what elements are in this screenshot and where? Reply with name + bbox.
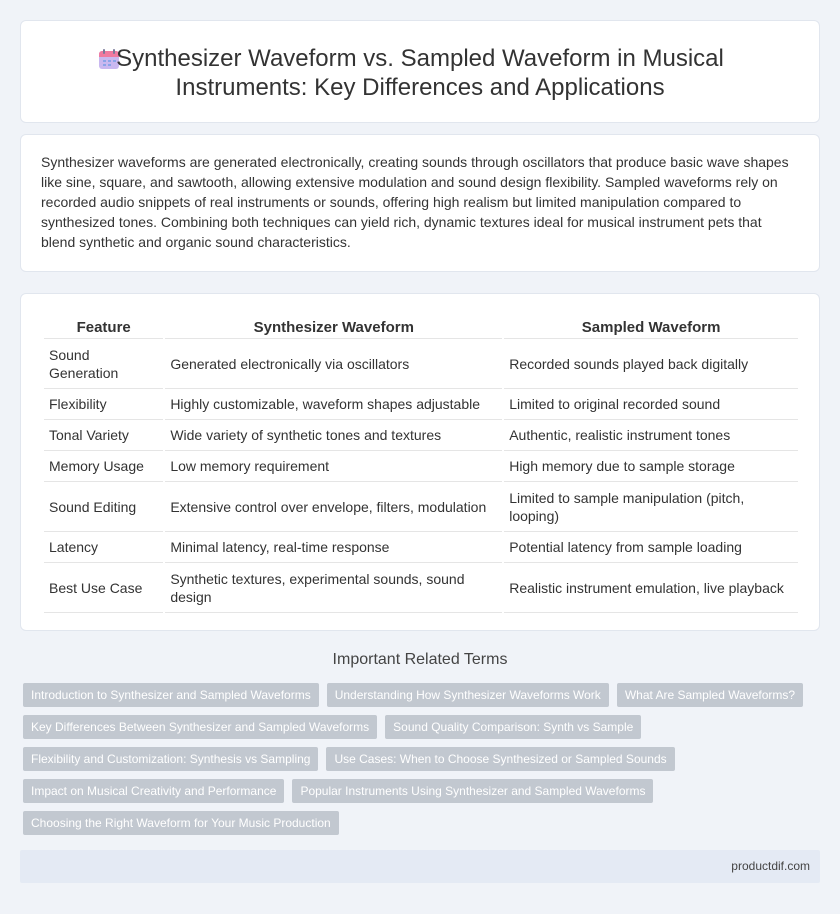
table-row: [44, 482, 798, 532]
cell-sampled: Potential latency from sample loading: [504, 532, 798, 563]
comparison-card: [20, 293, 820, 631]
table-row: [44, 532, 798, 563]
cell-synthesizer: Low memory requirement: [165, 451, 502, 482]
cell-synthesizer: Extensive control over envelope, filters, modulation: [165, 482, 502, 532]
cell-sampled: Recorded sounds played back digitally: [504, 339, 798, 389]
cell-feature: Latency: [44, 532, 163, 563]
related-term-link[interactable]: Impact on Musical Creativity and Performance: [23, 779, 284, 803]
cell-feature: Sound Editing: [44, 482, 163, 532]
table-header-row: [44, 316, 798, 339]
table-row: [44, 339, 798, 389]
related-term-link[interactable]: Sound Quality Comparison: Synth vs Sample: [385, 715, 641, 739]
related-term-link[interactable]: Popular Instruments Using Synthesizer and Sampled Waveforms: [292, 779, 653, 803]
cell-feature: Sound Generation: [44, 339, 163, 389]
related-term-link[interactable]: Introduction to Synthesizer and Sampled Waveforms: [23, 683, 319, 707]
table-row: [44, 389, 798, 420]
header-feature: Feature: [44, 316, 163, 339]
related-term-link[interactable]: Key Differences Between Synthesizer and Sampled Waveforms: [23, 715, 377, 739]
table-row: [44, 451, 798, 482]
related-term-link[interactable]: Use Cases: When to Choose Synthesized or Sampled Sounds: [326, 747, 674, 771]
cell-sampled: High memory due to sample storage: [504, 451, 798, 482]
cell-synthesizer: Minimal latency, real-time response: [165, 532, 502, 563]
cell-feature: Best Use Case: [44, 563, 163, 613]
header-synthesizer: Synthesizer Waveform: [165, 316, 502, 339]
footer: [20, 850, 820, 883]
cell-synthesizer: Synthetic textures, experimental sounds, sound design: [165, 563, 502, 613]
intro-paragraph: Synthesizer waveforms are generated electronically, creating sounds through oscillators that produce basic wave shapes like sine, square, and sawtooth, allowing extensive modulation and sound design flexibility. Sampled waveforms rely on recorded audio snippets of real instruments or sounds, offering high realism but limited manipulation compared to synthesized tones. Combining both techniques can yield rich, dynamic textures ideal for musical instrument pets that blend synthetic and organic sound characteristics.: [41, 154, 789, 250]
related-terms-list: [23, 683, 819, 843]
related-term-link[interactable]: Flexibility and Customization: Synthesis vs Sampling: [23, 747, 318, 771]
related-term-link[interactable]: Choosing the Right Waveform for Your Music Production: [23, 811, 339, 835]
related-terms-heading: Important Related Terms: [332, 651, 508, 668]
related-term-link[interactable]: Understanding How Synthesizer Waveforms Work: [327, 683, 609, 707]
cell-synthesizer: Highly customizable, waveform shapes adjustable: [165, 389, 502, 420]
comparison-table: [42, 316, 800, 613]
cell-synthesizer: Wide variety of synthetic tones and textures: [165, 420, 502, 451]
site-name[interactable]: productdif.com: [731, 859, 810, 873]
cell-sampled: Limited to sample manipulation (pitch, looping): [504, 482, 798, 532]
related-term-link[interactable]: What Are Sampled Waveforms?: [617, 683, 803, 707]
cell-sampled: Authentic, realistic instrument tones: [504, 420, 798, 451]
intro-card: [20, 134, 820, 272]
table-row: [44, 420, 798, 451]
cell-feature: Flexibility: [44, 389, 163, 420]
table-row: [44, 563, 798, 613]
title-card: [20, 20, 820, 123]
cell-sampled: Limited to original recorded sound: [504, 389, 798, 420]
header-sampled: Sampled Waveform: [504, 316, 798, 339]
cell-feature: Tonal Variety: [44, 420, 163, 451]
page-title: Synthesizer Waveform vs. Sampled Waveform in Musical Instruments: Key Differences and Applications: [116, 45, 724, 101]
cell-synthesizer: Generated electronically via oscillators: [165, 339, 502, 389]
cell-feature: Memory Usage: [44, 451, 163, 482]
cell-sampled: Realistic instrument emulation, live playback: [504, 563, 798, 613]
